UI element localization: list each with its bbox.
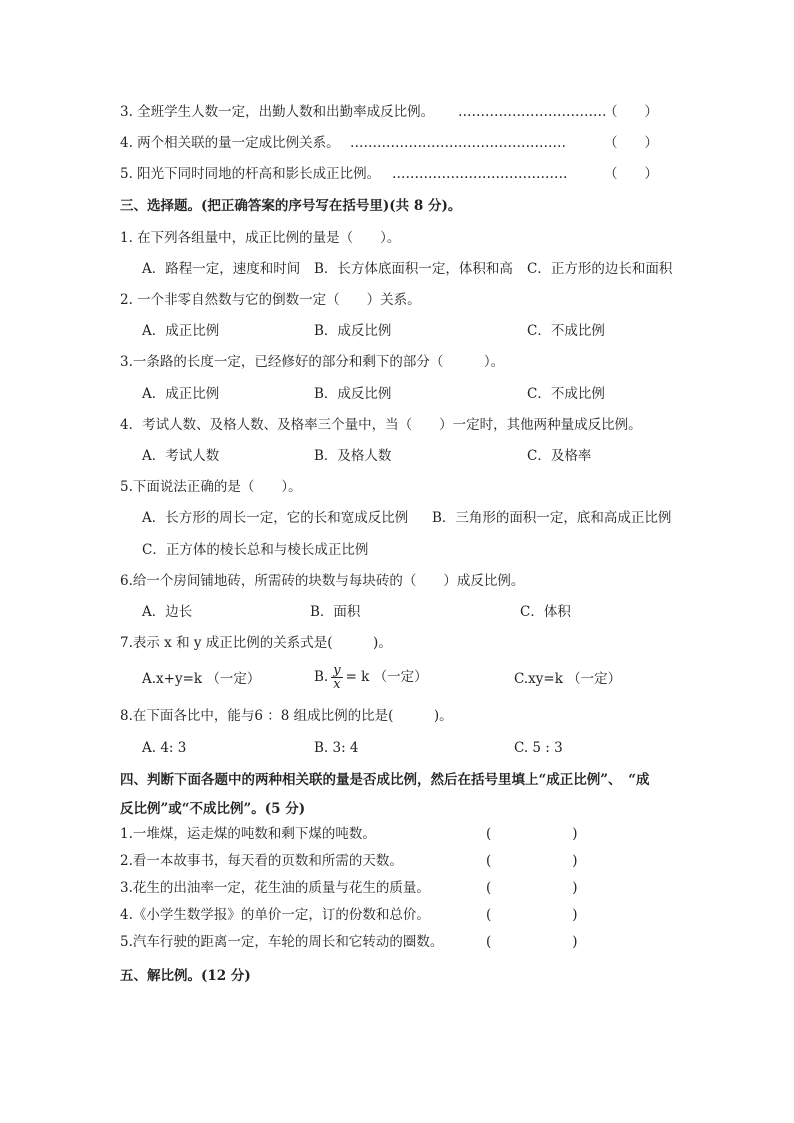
judge-item-5: 5. 阳光下同时同地的杆高和影长成正比例。 (120, 166, 381, 182)
q3-option-c[interactable]: C．不成比例 (527, 386, 605, 402)
judge-dots-3: …………………………… (458, 104, 607, 120)
s4-paren-4[interactable]: ( ) (486, 907, 578, 923)
q5-stem: 5.下面说法正确的是（ ）。 (120, 479, 302, 495)
judge-dots-5: ………………………………… (392, 166, 568, 182)
q6-option-b[interactable]: B．面积 (310, 604, 361, 620)
s4-paren-2[interactable]: ( ) (486, 853, 578, 869)
q2-option-a[interactable]: A．成正比例 (142, 323, 220, 339)
q4-option-b[interactable]: B．及格人数 (314, 448, 392, 464)
q8-option-c[interactable]: C. 5 : 3 (514, 740, 563, 756)
section4-title-line2: 反比例”或“不成比例”。(5 分) (120, 801, 306, 817)
q7-option-b[interactable]: B. $\frac{y}{x}$ = k （一定） (314, 663, 428, 692)
judge-item-4: 4. 两个相关联的量一定成比例关系。 (120, 135, 340, 151)
q5-option-c[interactable]: C．正方体的棱长总和与棱长成正比例 (142, 542, 369, 558)
q3-option-b[interactable]: B．成反比例 (314, 386, 392, 402)
q4-stem: 4．考试人数、及格人数、及格率三个量中，当（ ）一定时，其他两种量成反比例。 (120, 417, 642, 433)
q2-option-c[interactable]: C．不成比例 (527, 323, 605, 339)
q7-option-c[interactable]: C.xy=k （一定） (514, 671, 622, 687)
q7-stem: 7.表示 x 和 y 成正比例的关系式是( )。 (120, 635, 392, 651)
q6-option-c[interactable]: C．体积 (520, 604, 571, 620)
q1-stem: 1. 在下列各组量中，成正比例的量是（ ）。 (120, 230, 401, 246)
judge-paren-3[interactable]: （ ） (604, 104, 658, 120)
s4-item-3: 3.花生的出油率一定，花生油的质量与花生的质量。 (120, 880, 430, 896)
q6-option-a[interactable]: A．边长 (142, 604, 193, 620)
s4-item-4: 4.《小学生数学报》的单价一定，订的份数和总价。 (120, 907, 430, 923)
s4-item-2: 2.看一本故事书，每天看的页数和所需的天数。 (120, 853, 403, 869)
q1-option-a[interactable]: A．路程一定，速度和时间 (142, 261, 301, 277)
s4-paren-1[interactable]: ( ) (486, 826, 578, 842)
q7-option-a[interactable]: A.x+y=k （一定） (142, 671, 261, 687)
s4-paren-5[interactable]: ( ) (486, 934, 578, 950)
q1-option-c[interactable]: C．正方形的边长和面积 (527, 261, 673, 277)
q4-option-c[interactable]: C．及格率 (527, 448, 592, 464)
q4-option-a[interactable]: A．考试人数 (142, 448, 220, 464)
q8-stem: 8.在下面各比中，能与6 ：8 组成比例的比是( )。 (120, 708, 453, 724)
section3-title: 三、选择题。(把正确答案的序号写在括号里)(共 8 分)。 (120, 198, 462, 214)
q5-option-a[interactable]: A．长方形的周长一定，它的长和宽成反比例 (142, 510, 409, 526)
q8-option-a[interactable]: A. 4: 3 (142, 740, 187, 756)
section4-title-line1: 四、判断下面各题中的两种相关联的量是否成比例，然后在括号里填上“成正比例”、 “成 (120, 772, 650, 788)
judge-paren-4[interactable]: （ ） (604, 135, 658, 151)
s4-paren-3[interactable]: ( ) (486, 880, 578, 896)
s4-item-1: 1.一堆煤，运走煤的吨数和剩下煤的吨数。 (120, 826, 376, 842)
judge-item-3: 3. 全班学生人数一定，出勤人数和出勤率成反比例。 (120, 104, 435, 120)
q2-stem: 2. 一个非零自然数与它的倒数一定（ ）关系。 (120, 292, 421, 308)
q8-option-b[interactable]: B. 3: 4 (314, 740, 359, 756)
q6-stem: 6.给一个房间铺地砖，所需砖的块数与每块砖的（ ）成反比例。 (120, 573, 525, 589)
q5-option-b[interactable]: B．三角形的面积一定，底和高成正比例 (432, 510, 672, 526)
judge-paren-5[interactable]: （ ） (604, 166, 658, 182)
fraction-y-over-x: $\frac{y}{x}$ (333, 663, 341, 692)
s4-item-5: 5.汽车行驶的距离一定，车轮的周长和它转动的圈数。 (120, 934, 444, 950)
q1-option-b[interactable]: B．长方体底面积一定，体积和高 (314, 261, 513, 277)
q3-option-a[interactable]: A．成正比例 (142, 386, 220, 402)
judge-dots-4: ………………………………………… (350, 135, 566, 151)
q3-stem: 3.一条路的长度一定，已经修好的部分和剩下的部分（ ）。 (120, 354, 505, 370)
q2-option-b[interactable]: B．成反比例 (314, 323, 392, 339)
section5-title: 五、解比例。(12 分) (120, 968, 251, 984)
